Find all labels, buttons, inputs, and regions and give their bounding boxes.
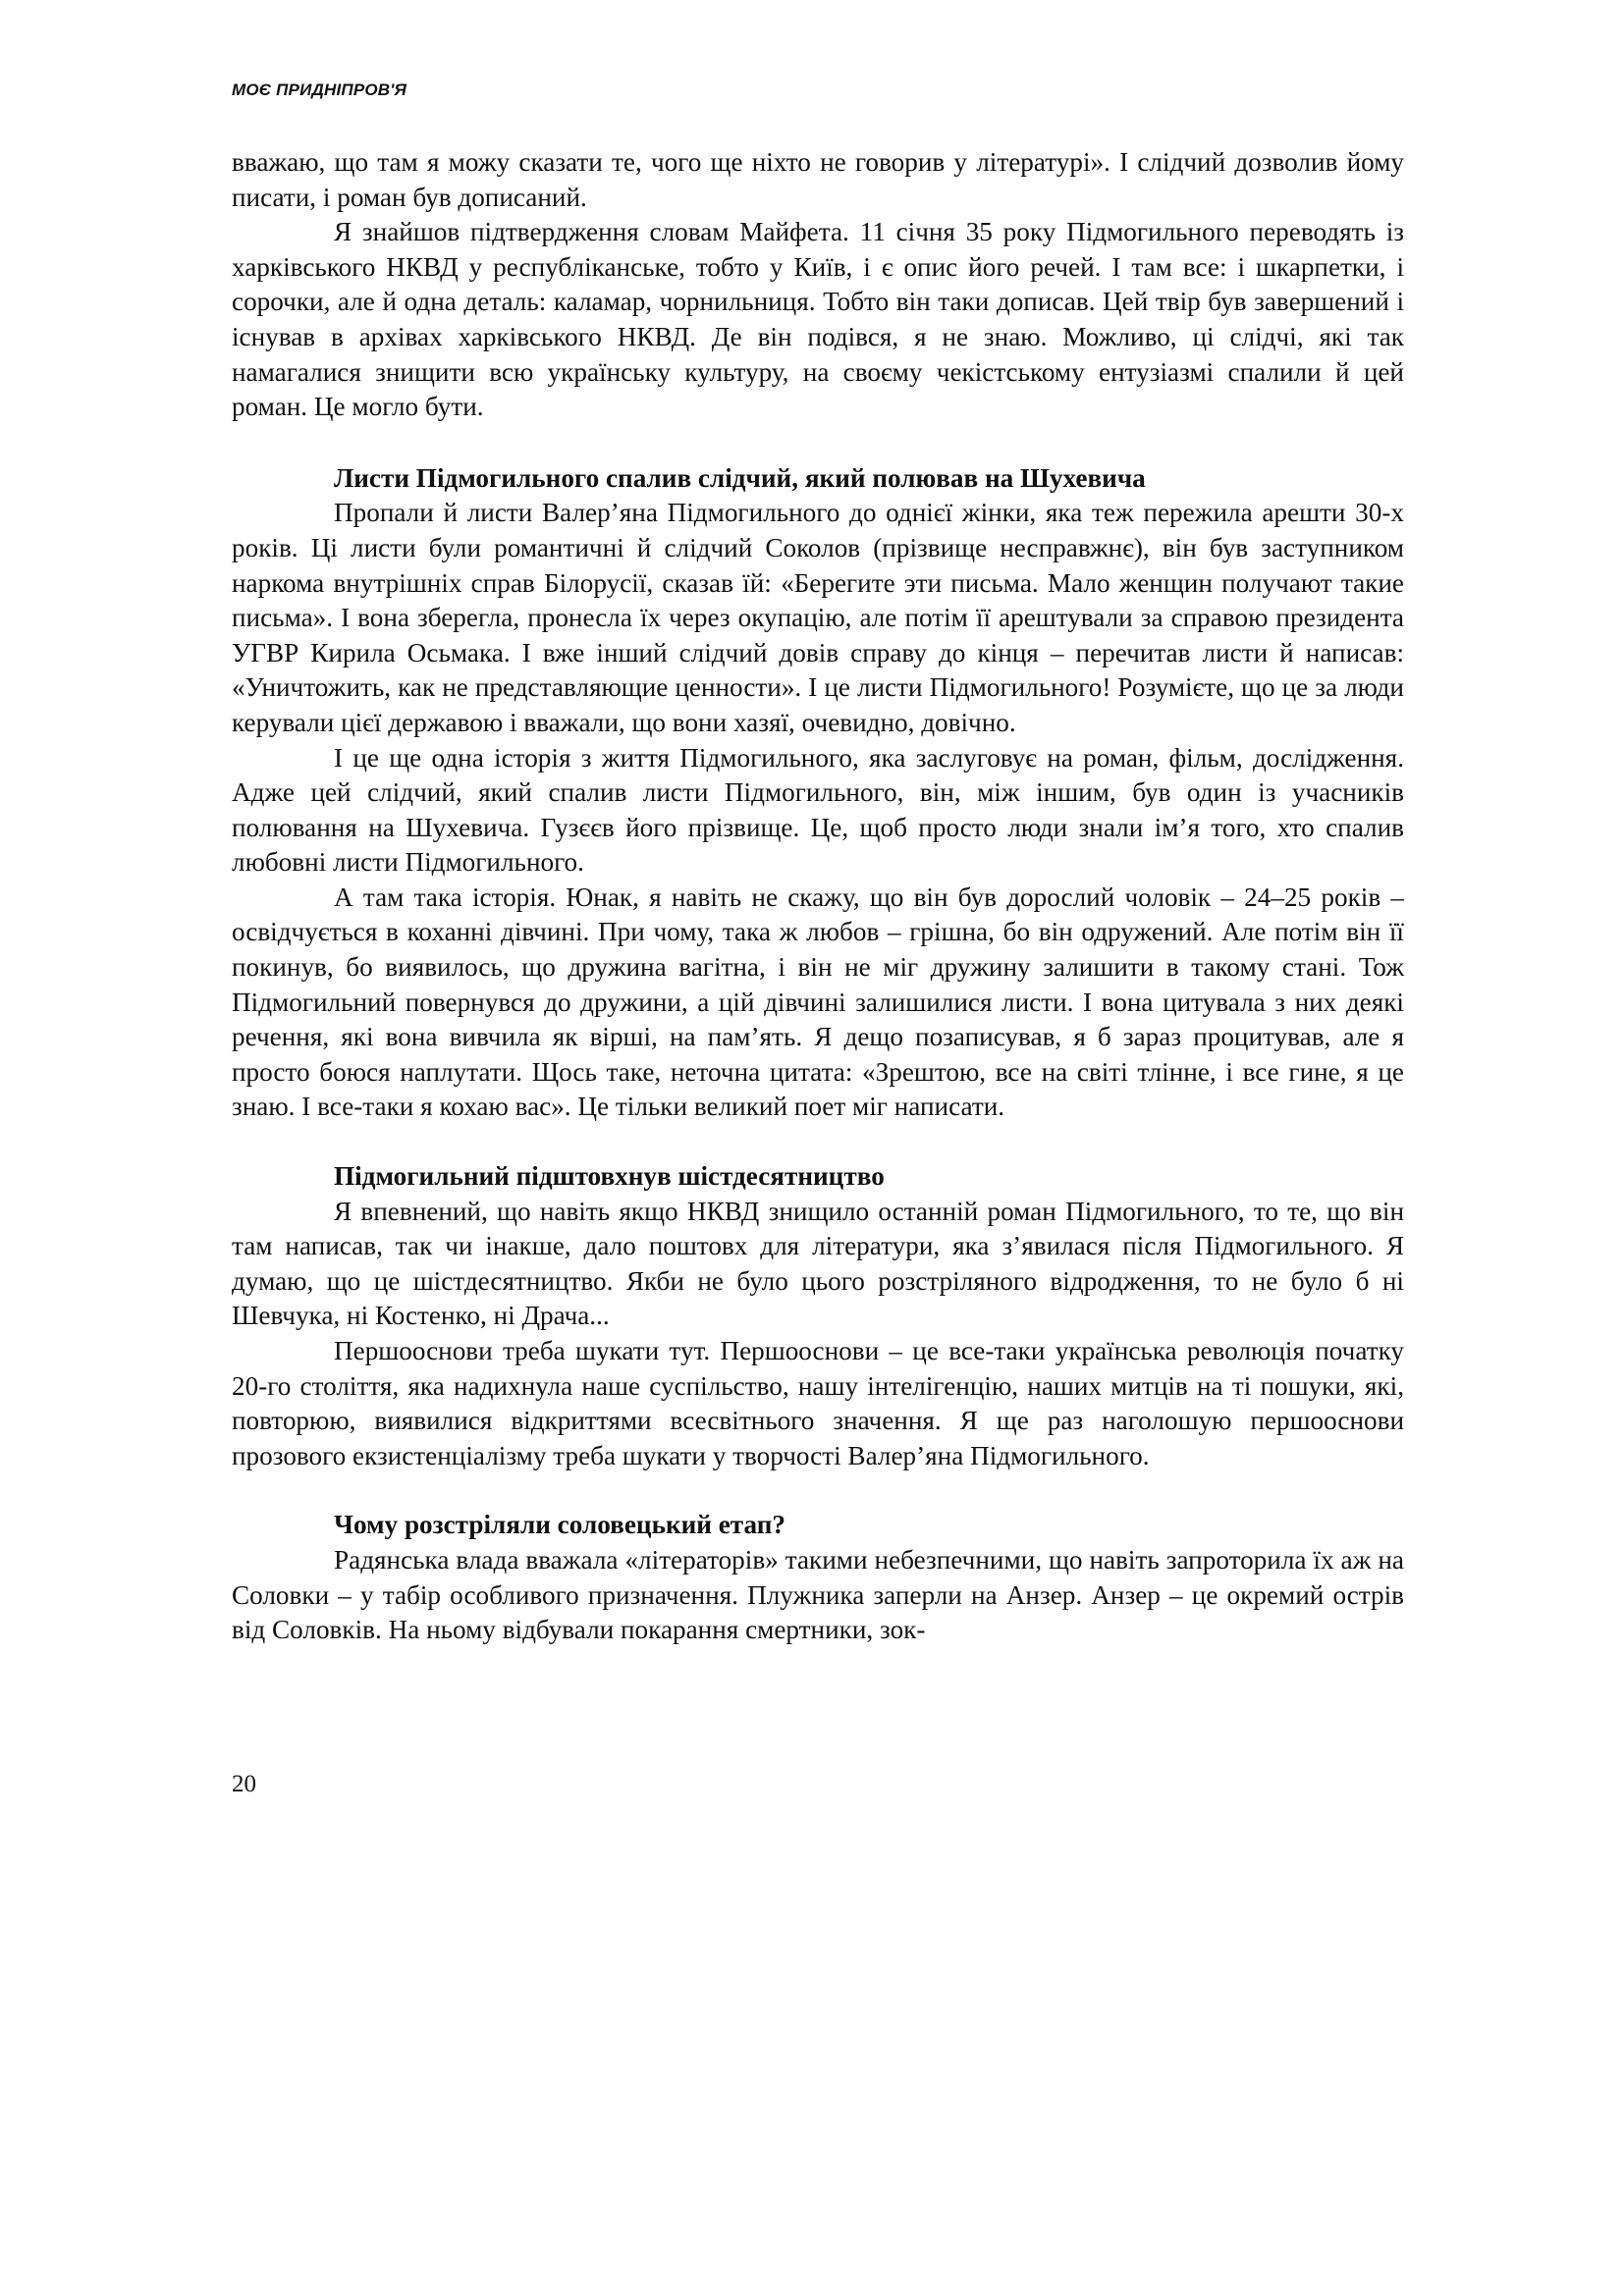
section-heading-solovki: Чому розстріляли соловецький етап? [334,1510,785,1540]
paragraph: Я впевнений, що навіть якщо НКВД знищило останній роман Підмогильного, то те, що він там написав, так чи інакше, дало поштовх для літератури, яка з’явилася після Підмогильного. Я думаю, що це шістдесятництво. Якби не було цього розстріляного відродження, то не було б ні Шевчука, ні Костенко, ні Драча... [232,1196,1404,1331]
paragraph: Пропали й листи Валер’яна Підмогильного до однієї жінки, яка теж пережила арешти 30-х років. Ці листи були романтичні й слідчий Соколов (прізвище несправжнє), він був заступником наркома внутрішніх справ Білорусії, сказав їй: «Берегите эти письма. Мало женщин получают такие письма». І вона зберегла, пронесла їх через окупацію, але потім її арештували за справою президента УГВР Кирила Осьмака. І вже інший слідчий довів справу до кінця – перечитав листи й написав: «Уничтожить, как не представляющие ценности». І це листи Підмогильного! Розумієте, що це за люди керували цієї державою і вважали, що вони хазяї, очевидно, довічно. [232,498,1404,737]
section-heading-sixties: Підмогильний підштовхнув шістдесятництво [334,1161,885,1192]
document-page [232,0,1404,2296]
article-body [232,145,1404,1648]
section-heading-letters: Листи Підмогильного спалив слідчий, який полював на Шухевича [334,462,1146,493]
page-number: 20 [232,1771,256,1797]
paragraph: І це ще одна історія з життя Підмогильного, яка заслуговує на роман, фільм, дослідження. Адже цей слідчий, який спалив листи Підмогильного, він, між іншим, був один із учасників полювання на Шухевича. Гузєєв його прізвище. Це, щоб просто люди знали ім’я того, хто спалив любовні листи Підмогильного. [232,742,1404,878]
running-header: МОЄ ПРИДНІПРОВ'Я [232,80,407,99]
paragraph: Радянська влада вважала «літераторів» такими небезпечними, що навіть запроторила їх аж на Соловки – у табір особливого призначення. Плужника заперли на Анзер. Анзер – це окремий острів від Соловків. На ньому відбували покарання смертники, зок- [232,1544,1404,1645]
paragraph: Я знайшов підтвердження словам Майфета. 11 січня 35 року Підмогильного переводять із харківського НКВД у республіканське, тобто у Київ, і є опис його речей. І там все: і шкарпетки, і сорочки, але й одна деталь: каламар, чорнильниця. Тобто він таки дописав. Цей твір був завершений і існував в архівах харківського НКВД. Де він подівся, я не знаю. Можливо, ці слідчі, які так намагалися знищити всю українську культуру, на своєму чекістському ентузіазмі спалили й цей роман. Це могло бути. [232,217,1404,422]
paragraph: Першооснови треба шукати тут. Першооснови – це все-таки українська революція початку 20-го століття, яка надихнула наше суспільство, нашу інтелігенцію, наших митців на ті пошуки, які, повторюю, виявилися відкриттями всесвітнього значення. Я ще раз наголошую першооснови прозового екзистенціалізму треба шукати у творчості Валер’яна Підмогильного. [232,1336,1404,1470]
paragraph-continued: вважаю, що там я можу сказати те, чого ще ніхто не говорив у літературі». І слідчий дозволив йому писати, і роман був дописаний. [232,147,1404,212]
paragraph: А там така історія. Юнак, я навіть не скажу, що він був дорослий чоловік – 24–25 років – освідчується в коханні дівчині. При чому, така ж любов – грішна, бо він одружений. Але потім він її покинув, бо виявилось, що дружина вагітна, і він не міг дружину залишити в такому стані. Тож Підмогильний повернувся до дружини, а цій дівчині залишилися листи. І вона цитувала з них деякі речення, які вона вивчила як вірші, на пам’ять. Я дещо позаписував, я б зараз процитував, але я просто боюся наплутати. Щось таке, неточна цитата: «Зрештою, все на світі тлінне, і все гине, я це знаю. І все-таки я кохаю вас». Це тільки великий поет міг написати. [232,881,1404,1122]
